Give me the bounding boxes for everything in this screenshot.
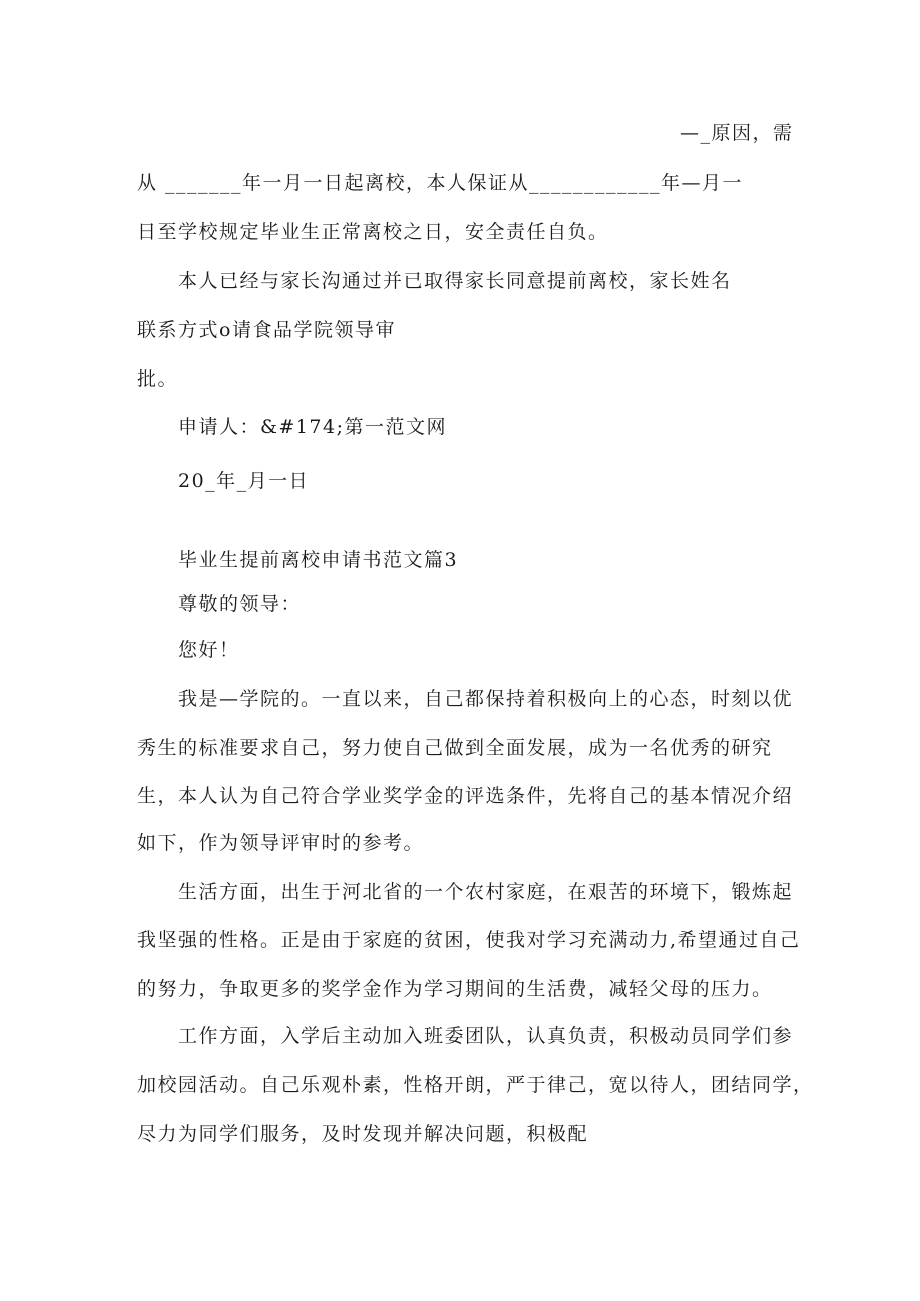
text-line-reason: —_原因，需 [680, 122, 794, 144]
text-line-intro-4: 如下，作为领导评审时的参考。 [137, 832, 425, 854]
text-line-salutation: 尊敬的领导： [178, 593, 302, 615]
text-line-life-1: 生活方面，出生于河北省的一个农村家庭，在艰苦的环境下，锻炼起 [178, 881, 794, 903]
text-line-safety: 日至学校规定毕业生正常离校之日，安全责任自负。 [137, 221, 609, 243]
section-title: 毕业生提前离校申请书范文篇3 [178, 549, 459, 571]
text-line-leave-date: 从 _______年一月一日起离校，本人保证从____________年—月一 [137, 172, 744, 194]
text-line-approve: 批。 [137, 368, 179, 390]
text-line-parent-consent: 本人已经与家长沟通过并已取得家长同意提前离校，家长姓名 [178, 270, 732, 292]
text-line-life-3: 的努力，争取更多的奖学金作为学习期间的生活费，减轻父母的压力。 [137, 978, 773, 1000]
text-line-intro-3: 生，本人认为自己符合学业奖学金的评选条件，先将自己的基本情况介绍 [137, 785, 794, 807]
text-line-intro-1: 我是—学院的。一直以来，自己都保持着积极向上的心态，时刻以优 [178, 688, 794, 710]
text-line-work-2: 加校园活动。自己乐观朴素，性格开朗，严于律己，宽以待人，团结同学， [137, 1074, 814, 1096]
text-line-date: 20_年_月一日 [178, 470, 310, 492]
text-line-work-1: 工作方面，入学后主动加入班委团队，认真负责，积极动员同学们参 [178, 1025, 794, 1047]
text-line-life-2: 我坚强的性格。正是由于家庭的贫困，使我对学习充满动力,希望通过自己 [137, 929, 801, 951]
text-line-contact: 联系方式o请食品学院领导审 [137, 319, 396, 341]
text-line-intro-2: 秀生的标准要求自己，努力使自己做到全面发展，成为一名优秀的研究 [137, 737, 773, 759]
text-line-work-3: 尽力为同学们服务，及时发现并解决问题，积极配 [137, 1123, 589, 1145]
text-line-applicant: 申请人：&#174;第一范文网 [178, 416, 447, 438]
text-line-greeting: 您好！ [178, 639, 240, 661]
